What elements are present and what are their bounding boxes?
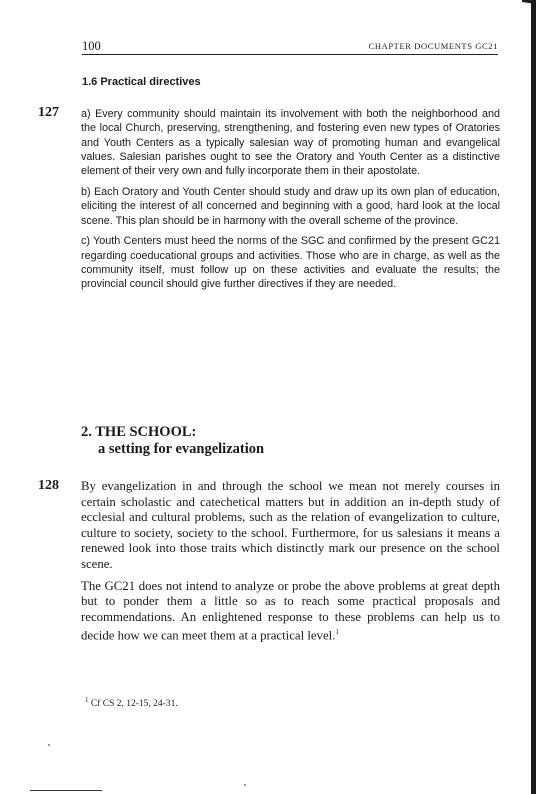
directive-c: c) Youth Centers must heed the norms of the SGC and confirmed by the present GC21 regarding coeducational groups and activities. Those who are in charge, as well as the community itself, must follow up on these activities and evaluate the results; the provincial council should give further directives if they are needed.: [81, 235, 500, 291]
school-paragraph-2: [81, 579, 500, 645]
running-head: CHAPTER DOCUMENTS GC21: [368, 41, 498, 51]
page-edge-shadow: [531, 0, 536, 794]
footnote-reference: 1: [335, 628, 339, 637]
directive-b: b) Each Oratory and Youth Center should study and draw up its own plan of education, eliciting the interest of all concerned and beginning with a good, hard look at the local scene. This plan should be in harmony with the overall scheme of the province.: [81, 185, 500, 227]
section-title-line-1: 2. THE SCHOOL:: [81, 424, 197, 440]
scan-speck: [244, 784, 246, 786]
paragraph-number-127: 127: [38, 105, 59, 120]
footnote-text: Cf CS 2, 12-15, 24-31.: [90, 699, 178, 710]
bottom-rule: [30, 790, 102, 791]
section-title-line-2: a setting for evangelization: [98, 441, 265, 457]
section-2-body: [81, 479, 500, 650]
section-title-school: [81, 424, 264, 458]
page-edge-mark: [522, 0, 536, 4]
paragraph-number-128: 128: [38, 478, 59, 493]
page-header: [82, 38, 498, 55]
footnote: [85, 696, 178, 709]
section-1-6-body: [81, 107, 500, 298]
scan-speck: [48, 744, 50, 746]
footnote-marker: 1: [85, 696, 89, 704]
school-paragraph-2-text: The GC21 does not intend to analyze or probe the above problems at great depth but to ponder them a little so as to reach some practical proposals and recommendations. An enlightened response to these problems can help us to decide how we can meet them at a practical level.: [81, 578, 500, 643]
page-number: 100: [82, 39, 101, 53]
school-paragraph-1: By evangelization in and through the school we mean not merely courses in certain scholastic and catechetical matters but in addition an in-depth study of ecclesial and cultural problems, such as the relation of evangelization to culture, culture to society, society to the school. Furthermore, for us salesians it means a renewed look into those traits which distinctly mark our presence on the school scene.: [81, 479, 500, 571]
directive-a: a) Every community should maintain its involvement with both the neighborhood and the local Church, preserving, strengthening, and fostering even new types of Oratories and Youth Centers as a typically salesian way of promoting human and evangelical values. Salesian parishes ought to see the Oratory and Youth Center as a distinctive element of their very own and fully incorporate them in their apostolate.: [81, 108, 500, 178]
section-heading-practical-directives: 1.6 Practical directives: [82, 76, 201, 88]
